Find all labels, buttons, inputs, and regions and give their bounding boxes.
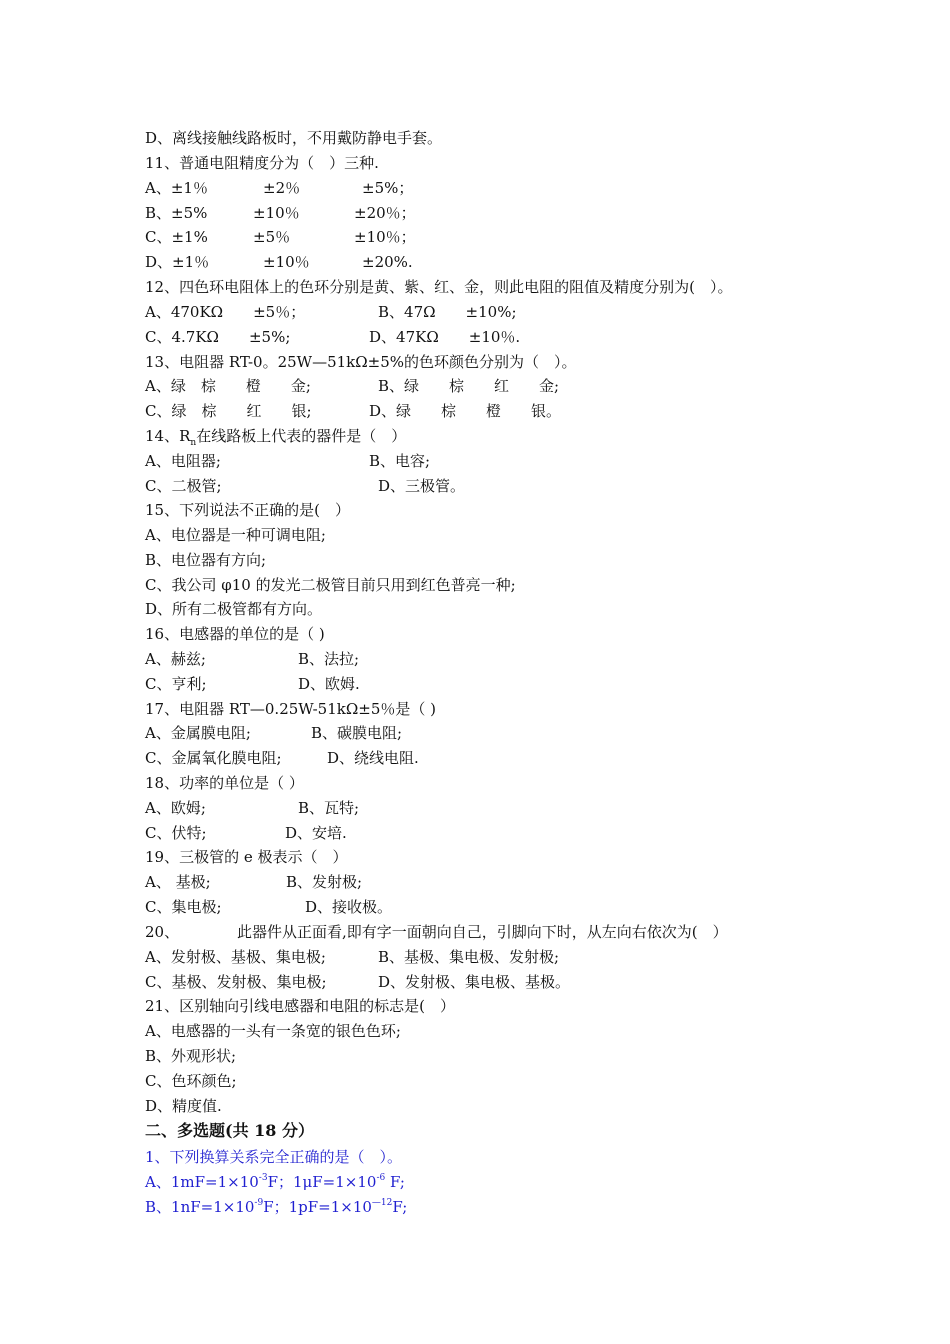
document-page: D、离线接触线路板时，不用戴防静电手套。 11、普通电阻精度分为（ ）三种. A、±1％ ±2％ ±5%； B、±5% ±10％ ±20％； C、±1% ±5％ ±10％； D、±1％ ±10％ ±20%. 12、四色环电阻体上的色环分别是黄、紫、红、金，则此电阻的阻值及精度分别为( ）。 A、470KΩ ±5％； B、47Ω ±10%; C、4.7KΩ ±5%; D、47KΩ ±10％. 13、电阻器 RT-0。25W—51kΩ±5%的色环颜色分别为（ ）。 A、绿 棕 橙 金; B、绿 棕 红 金; C、绿 棕 红 银; D、绿 棕 橙 银。 14、$R_n$在线路板上代表的器件是（ ） A、电阻器; B、电容; C、二极管; D、三极管。 15、下列说法不正确的是( ） A、电位器是一种可调电阻; B、电位器有方向; C、我公司 φ10 的发光二极管目前只用到红色普亮一种; D、所有二极管都有方向。 16、电感器的单位的是（ ) A、赫兹; B、法拉; C、亨利; D、欧姆. 17、电阻器 RT—0.25W-51kΩ±5％是（ ) A、金属膜电阻; B、碳膜电阻; C、金属氧化膜电阻; D、绕线电阻. 18、功率的单位是（ ） A、欧姆; B、瓦特; C、伏特; D、安培. 19、三极管的 e 极表示（ ） A、 基极; B、发射极; C、集电极; D、接收极。 20、 此器件从正面看,即有字一面朝向自己，引脚向下时，从左向右依次为( ） A、发射极、基极、集电极; B、基极、集电极、发射极; C、基极、发射极、集电极; D、发射极、集电极、基极。 21、区别轴向引线电感器和电阻的标志是( ） A、电感器的一头有一条宽的银色色环; B、外观形状; C、色环颜色; D、精度值. 二、多选题(共 18 分） 1、下列换算关系完全正确的是（ ）。 A、$1mF=1\times 10^{-3}F$；$1\mu F=1\times 10^{-6}$ F; B、$1nF=1\times 10^{-9}F$；$1pF=1\times 10^{—12}F$; [145, 129, 733, 1216]
